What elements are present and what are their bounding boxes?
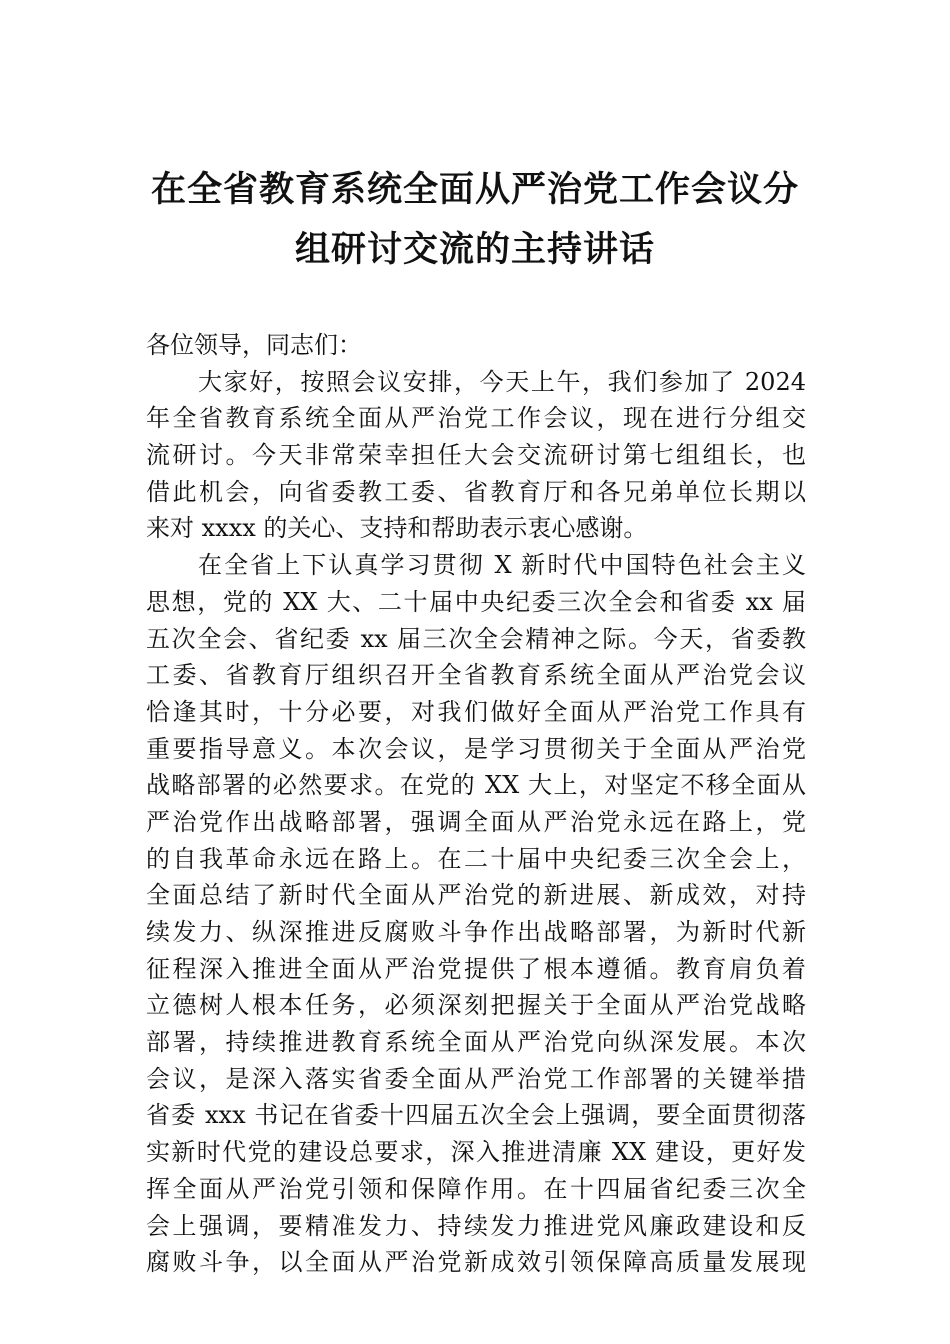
paragraph-line: 五次全会、省纪委 xx 届三次全会精神之际。今天，省委教 <box>146 624 806 653</box>
paragraph-line: 借此机会，向省委教工委、省教育厅和各兄弟单位长期以 <box>146 477 806 506</box>
document-body <box>146 327 806 1281</box>
paragraph-line: 实新时代党的建设总要求，深入推进清廉 XX 建设，更好发 <box>146 1138 806 1167</box>
paragraph-line: 大家好，按照会议安排，今天上午，我们参加了 2024 <box>198 367 806 396</box>
paragraph-line: 省委 xxx 书记在省委十四届五次全会上强调，要全面贯彻落 <box>146 1101 806 1130</box>
paragraph-line: 流研讨。今天非常荣幸担任大会交流研讨第七组组长，也 <box>146 441 806 470</box>
paragraph-line: 工委、省教育厅组织召开全省教育系统全面从严治党会议 <box>146 661 806 690</box>
salutation: 各位领导，同志们： <box>146 331 362 359</box>
paragraph-line: 战略部署的必然要求。在党的 XX 大上，对坚定不移全面从 <box>146 771 806 800</box>
paragraph-line: 部署，持续推进教育系统全面从严治党向纵深发展。本次 <box>146 1028 806 1057</box>
paragraph-line: 会上强调，要精准发力、持续发力推进党风廉政建设和反 <box>146 1211 806 1240</box>
paragraph-line: 立德树人根本任务，必须深刻把握关于全面从严治党战略 <box>146 991 806 1020</box>
paragraph-line: 思想，党的 XX 大、二十届中央纪委三次全会和省委 xx 届 <box>146 587 806 616</box>
paragraph-line: 腐败斗争，以全面从严治党新成效引领保障高质量发展现 <box>146 1248 806 1277</box>
paragraph-line: 年全省教育系统全面从严治党工作会议，现在进行分组交 <box>146 404 806 433</box>
paragraph-line: 在全省上下认真学习贯彻 X 新时代中国特色社会主义 <box>198 551 806 580</box>
paragraph-line: 恰逢其时，十分必要，对我们做好全面从严治党工作具有 <box>146 697 806 726</box>
paragraph-line: 征程深入推进全面从严治党提供了根本遵循。教育肩负着 <box>146 954 806 983</box>
document-title <box>120 160 830 280</box>
paragraph-line: 来对 xxxx 的关心、支持和帮助表示衷心感谢。 <box>146 514 648 543</box>
paragraph-line: 重要指导意义。本次会议，是学习贯彻关于全面从严治党 <box>146 734 806 763</box>
paragraph-line: 全面总结了新时代全面从严治党的新进展、新成效，对持 <box>146 881 806 910</box>
paragraph-line: 续发力、纵深推进反腐败斗争作出战略部署，为新时代新 <box>146 918 806 946</box>
paragraph-line: 挥全面从严治党引领和保障作用。在十四届省纪委三次全 <box>146 1174 806 1203</box>
title-line: 在全省教育系统全面从严治党工作会议分 <box>150 169 799 210</box>
paragraph-line: 严治党作出战略部署，强调全面从严治党永远在路上，党 <box>146 807 806 836</box>
paragraph-line: 的自我革命永远在路上。在二十届中央纪委三次全会上， <box>146 844 806 873</box>
paragraph-line: 会议，是深入落实省委全面从严治党工作部署的关键举措 <box>146 1064 806 1093</box>
title-line: 组研讨交流的主持讲话 <box>294 229 655 270</box>
